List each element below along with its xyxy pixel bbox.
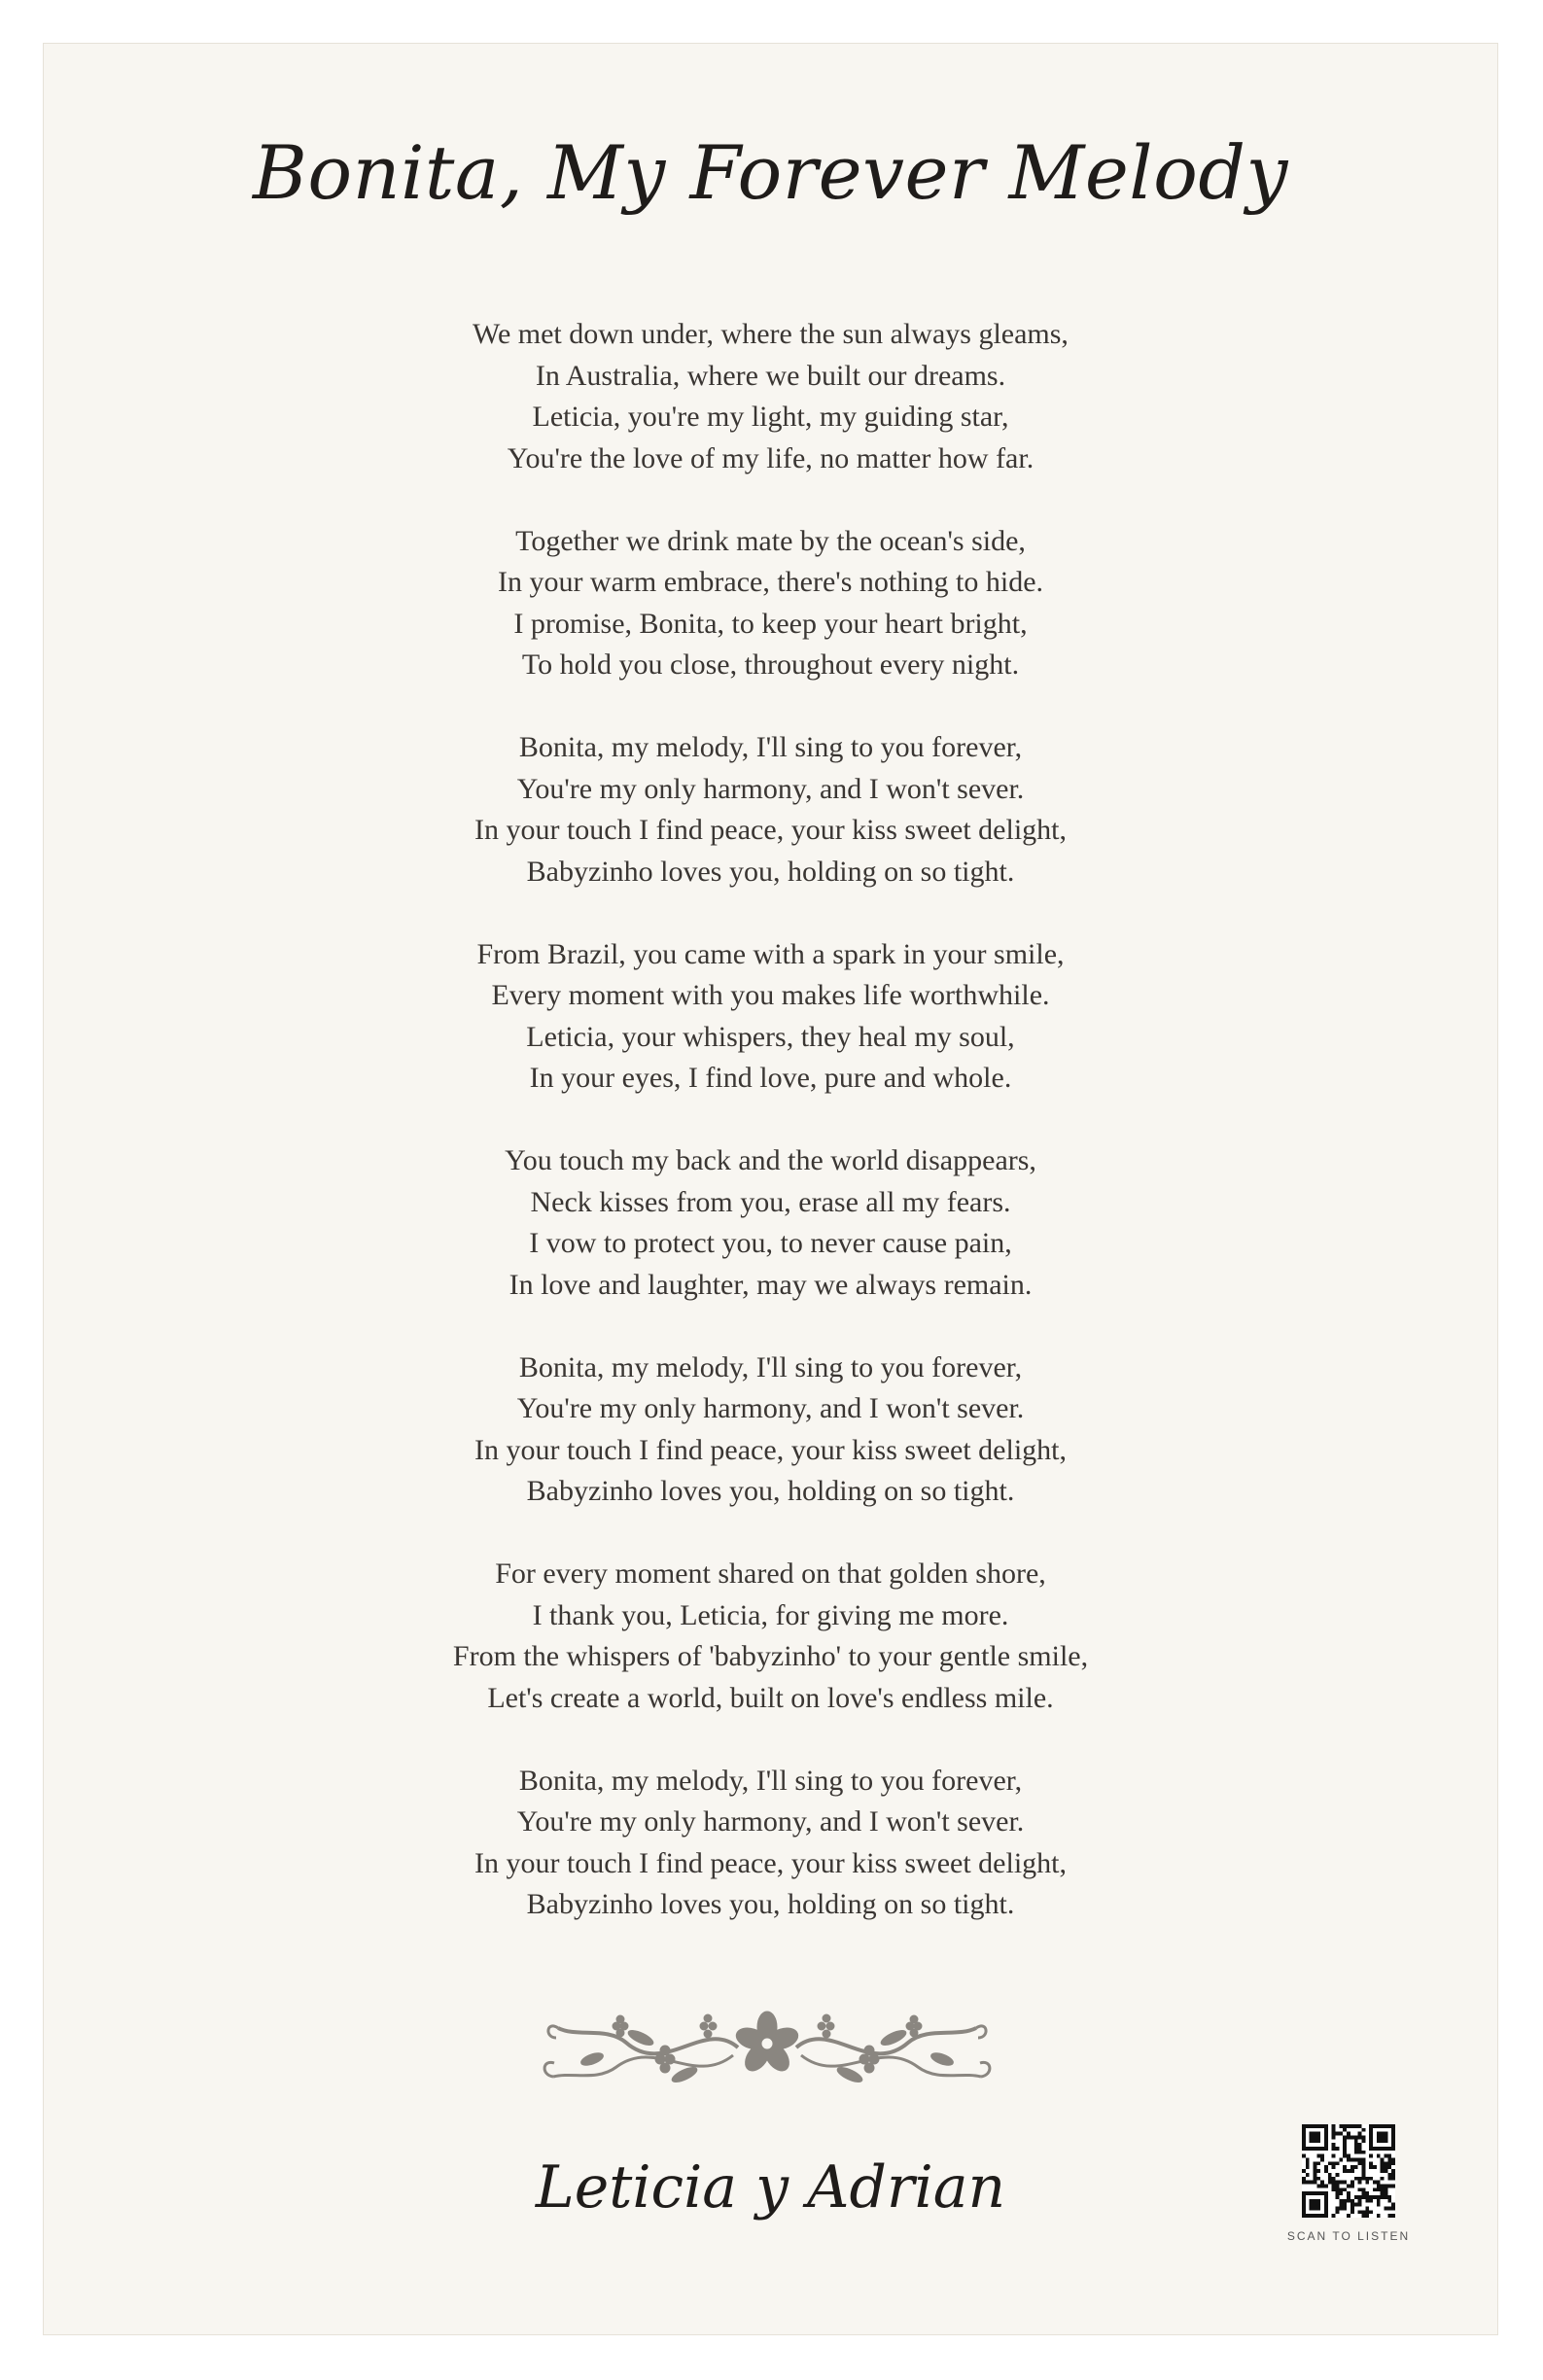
poster-frame (43, 43, 1498, 2335)
lyric-line: Bonita, my melody, I'll sing to you forever, (518, 731, 1023, 763)
lyric-line: Together we drink mate by the ocean's side, (515, 524, 1026, 557)
lyric-line: From Brazil, you came with a spark in your smile, (476, 937, 1065, 970)
stanza (44, 1761, 1497, 1926)
stanza (44, 934, 1497, 1100)
stanza (44, 1348, 1497, 1513)
poster-title: Bonita, My Forever Melody (253, 129, 1288, 216)
qr-code-icon[interactable] (1302, 2124, 1395, 2218)
lyric-line: To hold you close, throughout every night. (521, 648, 1020, 681)
lyric-line: You're my only harmony, and I won't sever. (516, 1805, 1025, 1838)
lyric-line: I vow to protect you, to never cause pain, (529, 1227, 1012, 1259)
lyric-line: In your touch I find peace, your kiss sweet delight, (473, 1433, 1067, 1466)
lyric-line: Neck kisses from you, erase all my fears. (530, 1185, 1011, 1218)
lyric-line: You're my only harmony, and I won't sever. (516, 1392, 1025, 1424)
lyric-line: You touch my back and the world disappears, (505, 1144, 1036, 1176)
lyric-line: In your warm embrace, there's nothing to hide. (497, 566, 1044, 598)
lyric-line: I promise, Bonita, to keep your heart bright, (513, 607, 1028, 640)
lyric-line: Every moment with you makes life worthwhile. (491, 979, 1050, 1011)
lyric-line: Babyzinho loves you, holding on so tight. (526, 1475, 1015, 1507)
lyric-line: I thank you, Leticia, for giving me more. (532, 1598, 1009, 1631)
lyric-line: Leticia, your whispers, they heal my soul, (526, 1020, 1015, 1053)
lyric-line: In love and laughter, may we always remain. (508, 1268, 1033, 1301)
stanza (44, 314, 1497, 479)
lyric-line: In Australia, where we built our dreams. (535, 359, 1006, 392)
lyric-line: From the whispers of 'babyzinho' to your gentle smile, (452, 1640, 1089, 1672)
lyric-line: For every moment shared on that golden shore, (495, 1558, 1046, 1590)
lyric-line: Babyzinho loves you, holding on so tight. (526, 1888, 1015, 1920)
lyric-line: Let's create a world, built on love's endless mile. (487, 1681, 1054, 1714)
lyric-line: We met down under, where the sun always gleams, (473, 318, 1069, 350)
floral-divider-icon (539, 1999, 996, 2092)
stanza (44, 1140, 1497, 1306)
signature: Leticia y Adrian (535, 2153, 1006, 2222)
lyrics-block (44, 314, 1497, 1926)
stanza (44, 521, 1497, 686)
stanza (44, 727, 1497, 892)
lyric-line: In your eyes, I find love, pure and whole. (529, 1062, 1012, 1094)
lyric-line: In your touch I find peace, your kiss sweet delight, (473, 1846, 1067, 1879)
lyric-line: Bonita, my melody, I'll sing to you forever, (518, 1764, 1023, 1797)
lyric-line: You're the love of my life, no matter how far. (507, 441, 1035, 474)
lyric-line: Bonita, my melody, I'll sing to you forever, (518, 1350, 1023, 1383)
stanza (44, 1554, 1497, 1719)
qr-caption: SCAN TO LISTEN (1286, 2229, 1411, 2243)
lyric-line: In your touch I find peace, your kiss sweet delight, (473, 814, 1067, 846)
lyric-line: You're my only harmony, and I won't sever. (516, 772, 1025, 805)
lyric-line: Leticia, you're my light, my guiding star, (532, 401, 1009, 433)
lyric-line: Babyzinho loves you, holding on so tight. (526, 855, 1015, 888)
